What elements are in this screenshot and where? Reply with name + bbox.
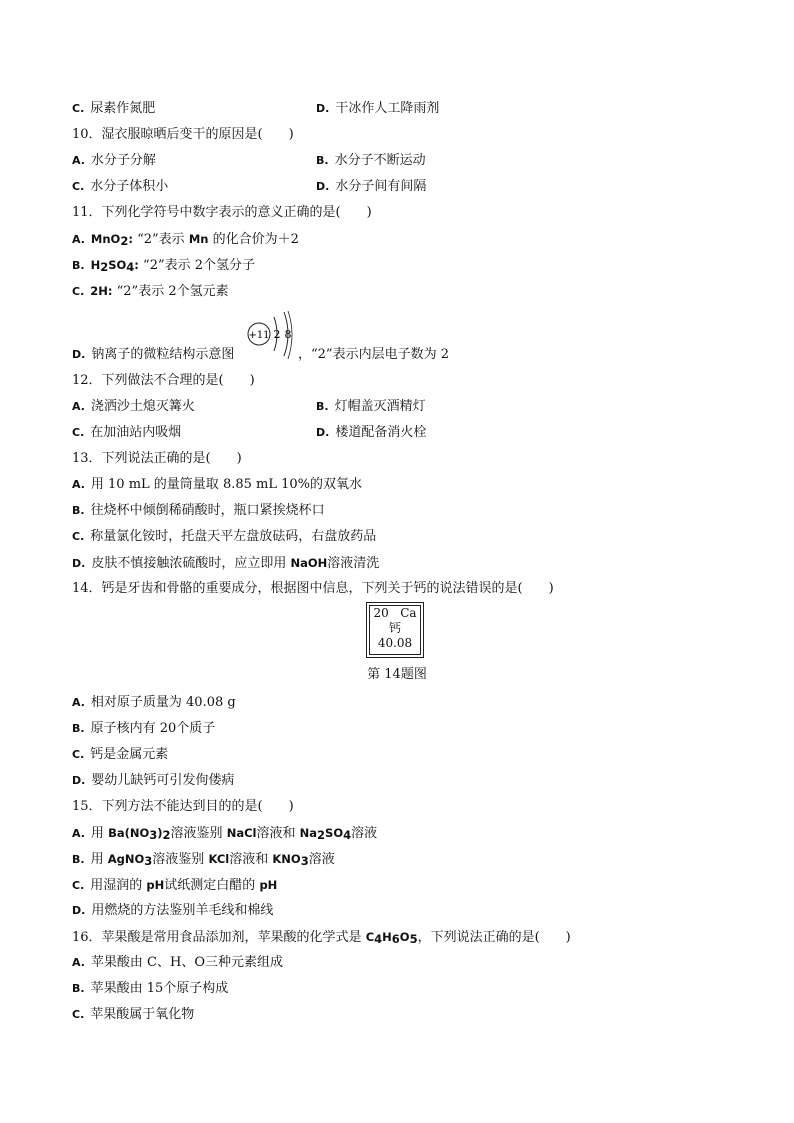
q12-stem: 12．下列做法不合理的是( ) [72,373,255,388]
q16-option-c: C. 苹果酸属于氧化物 [72,1007,195,1022]
q12-option-c: C. 在加油站内吸烟 [72,425,182,440]
q15-option-b: B. 用 AgNO$_3$溶液鉴别 KCl溶液和 $KNO_3$溶液 [72,852,335,868]
q13-option-d: D. 皮肤不慎接触浓硫酸时，应立即用 NaOH溶液清洗 [72,556,380,571]
q10-option-d: D. 水分子间有间隔 [316,179,427,194]
q9-option-c: C. 尿素作氮肥 [72,101,156,116]
q15-option-c: C. 用湿润的 pH试纸测定白醋的 pH [72,878,278,893]
sodium-ion-structure-diagram [244,309,304,363]
q13-option-c: C. 称量氯化铵时，托盘天平左盘放砝码，右盘放药品 [72,529,377,544]
q15-option-d: D. 用燃烧的方法鉴别羊毛线和棉线 [72,903,274,918]
q14-figure-caption: 第 14题图 [367,667,427,682]
q11-option-d: D. 钠离子的微粒结构示意图 [72,347,235,362]
q11-option-a: A. MnO$_2$: “2”表示 Mn 的化合价为＋2 [72,232,299,248]
calcium-card-top-row [370,606,420,621]
atomic-mass: 40.08 [377,636,413,650]
q14-option-d: D. 婴幼儿缺钙可引发佝偻病 [72,773,235,788]
q14-option-a: A. 相对原子质量为 40.08 g [72,695,236,710]
q12-option-b: B. 灯帽盖灭酒精灯 [316,399,426,414]
q9-option-d: D. 干冰作人工降雨剂 [316,101,440,116]
q14-stem: 14．钙是牙齿和骨骼的重要成分，根据图中信息，下列关于钙的说法错误的是( ) [72,581,554,596]
q13-option-b: B. 往烧杯中倾倒稀硝酸时，瓶口紧挨烧杯口 [72,503,325,518]
q11-stem: 11．下列化学符号中数字表示的意义正确的是( ) [72,205,372,220]
q10-option-a: A. 水分子分解 [72,153,156,168]
q13-stem: 13．下列说法正确的是( ) [72,451,242,466]
q10-option-c: C. 水分子体积小 [72,179,169,194]
q12-option-a: A. 浇洒沙土熄灭篝火 [72,399,195,414]
q14-option-c: C. 钙是金属元素 [72,747,169,762]
shell-2-count: 8 [284,328,292,341]
q11-option-b: B. $H_2SO_4$: “2”表示 2个氢分子 [72,258,256,274]
q10-option-b: B. 水分子不断运动 [316,153,426,168]
element-symbol: Ca [400,606,417,620]
q11-option-d-tail: ，“2”表示内层电子数为 2 [298,347,449,362]
q14-option-b: B. 原子核内有 20个质子 [72,721,216,736]
calcium-card-inner [369,605,421,655]
atomic-number: 20 [373,606,389,620]
nucleus-charge: +11 [248,330,270,341]
shell-1-count: 2 [273,328,281,341]
q16-stem: 16．苹果酸是常用食品添加剂，苹果酸的化学式是 $C_4H_6O_5$，下列说法正确的是( ) [72,930,571,946]
element-name: 钙 [388,621,401,635]
q15-stem: 15．下列方法不能达到目的的是( ) [72,799,294,814]
q10-stem: 10．湿衣服晾晒后变干的原因是( ) [72,127,294,142]
q16-option-b: B. 苹果酸由 15个原子构成 [72,981,229,996]
q12-option-d: D. 楼道配备消火栓 [316,425,427,440]
q16-option-a: A. 苹果酸由 C、H、O三种元素组成 [72,955,283,970]
q15-option-a: A. 用 $Ba(NO_3)_2$溶液鉴别 NaCl溶液和 $Na_2SO_4$溶液 [72,826,378,842]
calcium-element-card [366,602,424,658]
q11-option-c: C. 2H: “2”表示 2个氢元素 [72,284,229,299]
q13-option-a: A. 用 10 mL 的量筒量取 8.85 mL 10%的双氧水 [72,477,363,492]
